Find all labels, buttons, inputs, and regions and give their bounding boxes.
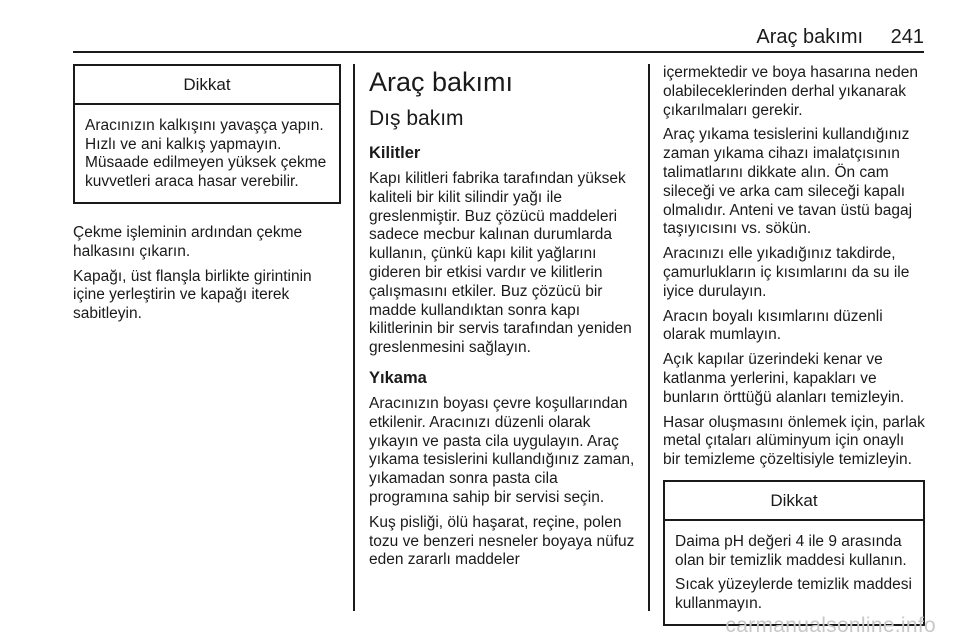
subsection-heading: Yıkama: [369, 368, 427, 387]
paragraph: Çekme işleminin ardından çekme halkasını çıkarın.: [73, 223, 303, 260]
page-header: [756, 26, 924, 49]
caution-title: Dikkat: [665, 482, 923, 521]
paragraph: Aracınızın boyası çevre koşullarından etkilenir. Aracınızı düzenli olarak yıkayın ve pasta cila uygulayın. Araç yıkama tesislerini kullandığınız zaman, yıkamadan sonra pasta cila programına sahip bir servisi seçin.: [369, 394, 635, 506]
header-rule: [73, 51, 924, 53]
subsection-heading: Kilitler: [369, 144, 421, 162]
paragraph: Aracınızı elle yıkadığınız takdirde, çamurlukların iç kısımlarını da su ile iyice durulayın.: [663, 245, 910, 300]
page-number: 241: [890, 26, 924, 48]
chapter-heading: Araç bakımı: [369, 67, 514, 97]
body-text: [73, 224, 341, 324]
caution-box: [663, 480, 925, 626]
caution-body: [75, 105, 339, 202]
column-right: [663, 64, 925, 626]
paragraph: içermektedir ve boya hasarına neden olabileceklerinden derhal yıkanarak çıkarılmaları gerekir.: [663, 64, 919, 119]
paragraph: Açık kapılar üzerindeki kenar ve katlanma yerlerini, kapakları ve bunların örttüğü alanları temizleyin.: [663, 351, 905, 406]
caution-text: Sıcak yüzeylerde temizlik maddesi kullanmayın.: [675, 576, 912, 613]
watermark: carmanualsonline.info: [725, 614, 936, 637]
caution-body: [665, 521, 923, 624]
column-middle: [369, 64, 635, 576]
column-divider: [353, 64, 355, 611]
section-heading: Dış bakım: [369, 107, 464, 130]
paragraph: Araç yıkama tesislerini kullandığınız zaman yıkama cihazı imalatçısının talimatlarını dikkate alın. Ön cam sileceği ve arka cam sileceği kapalı olmalıdır. Anteni ve tavan üstü bagaj taşıyıcısını vs. sökün.: [663, 126, 913, 238]
caution-box: [73, 64, 341, 204]
paragraph: Kuş pisliği, ölü haşarat, reçine, polen tozu ve benzeri nesneler boyaya nüfuz eden zararlı maddeler: [369, 513, 635, 569]
paragraph: Aracın boyalı kısımlarını düzenli olarak mumlayın.: [663, 307, 883, 344]
column-left: [73, 64, 341, 330]
column-divider: [648, 64, 650, 611]
paragraph: Hasar oluşmasını önlemek için, parlak metal çıtaları alüminyum için onaylı bir temizleme çözeltisiyle temizleyin.: [663, 413, 925, 469]
caution-title: Dikkat: [75, 66, 339, 105]
caution-text: Daima pH değeri 4 ile 9 arasında olan bir temizlik maddesi kullanın.: [675, 532, 907, 569]
caution-text: Aracınızın kalkışını yavaşça yapın. Hızlı ve ani kalkış yapmayın. Müsaade edilmeyen yüksek çekme kuvvetleri araca hasar verebilir.: [85, 116, 327, 191]
paragraph: Kapı kilitleri fabrika tarafından yüksek kaliteli bir kilit silindir yağı ile greslenmiştir. Buz çözücü maddeleri sadece mecbur kalınan durumlarda kullanın, çünkü kapı kilit yağlarını gideren bir etkisi vardır ve kilitlerin çalışmasını etkiler. Buz çözücü bir madde kullandıktan sonra kapı kilitlerinin bir servis tarafından yeniden greslenmesini sağlayın.: [369, 170, 632, 357]
running-title: Araç bakımı: [756, 26, 864, 48]
paragraph: Kapağı, üst flanşla birlikte girintinin içine yerleştirin ve kapağı iterek sabitleyin.: [73, 267, 312, 323]
